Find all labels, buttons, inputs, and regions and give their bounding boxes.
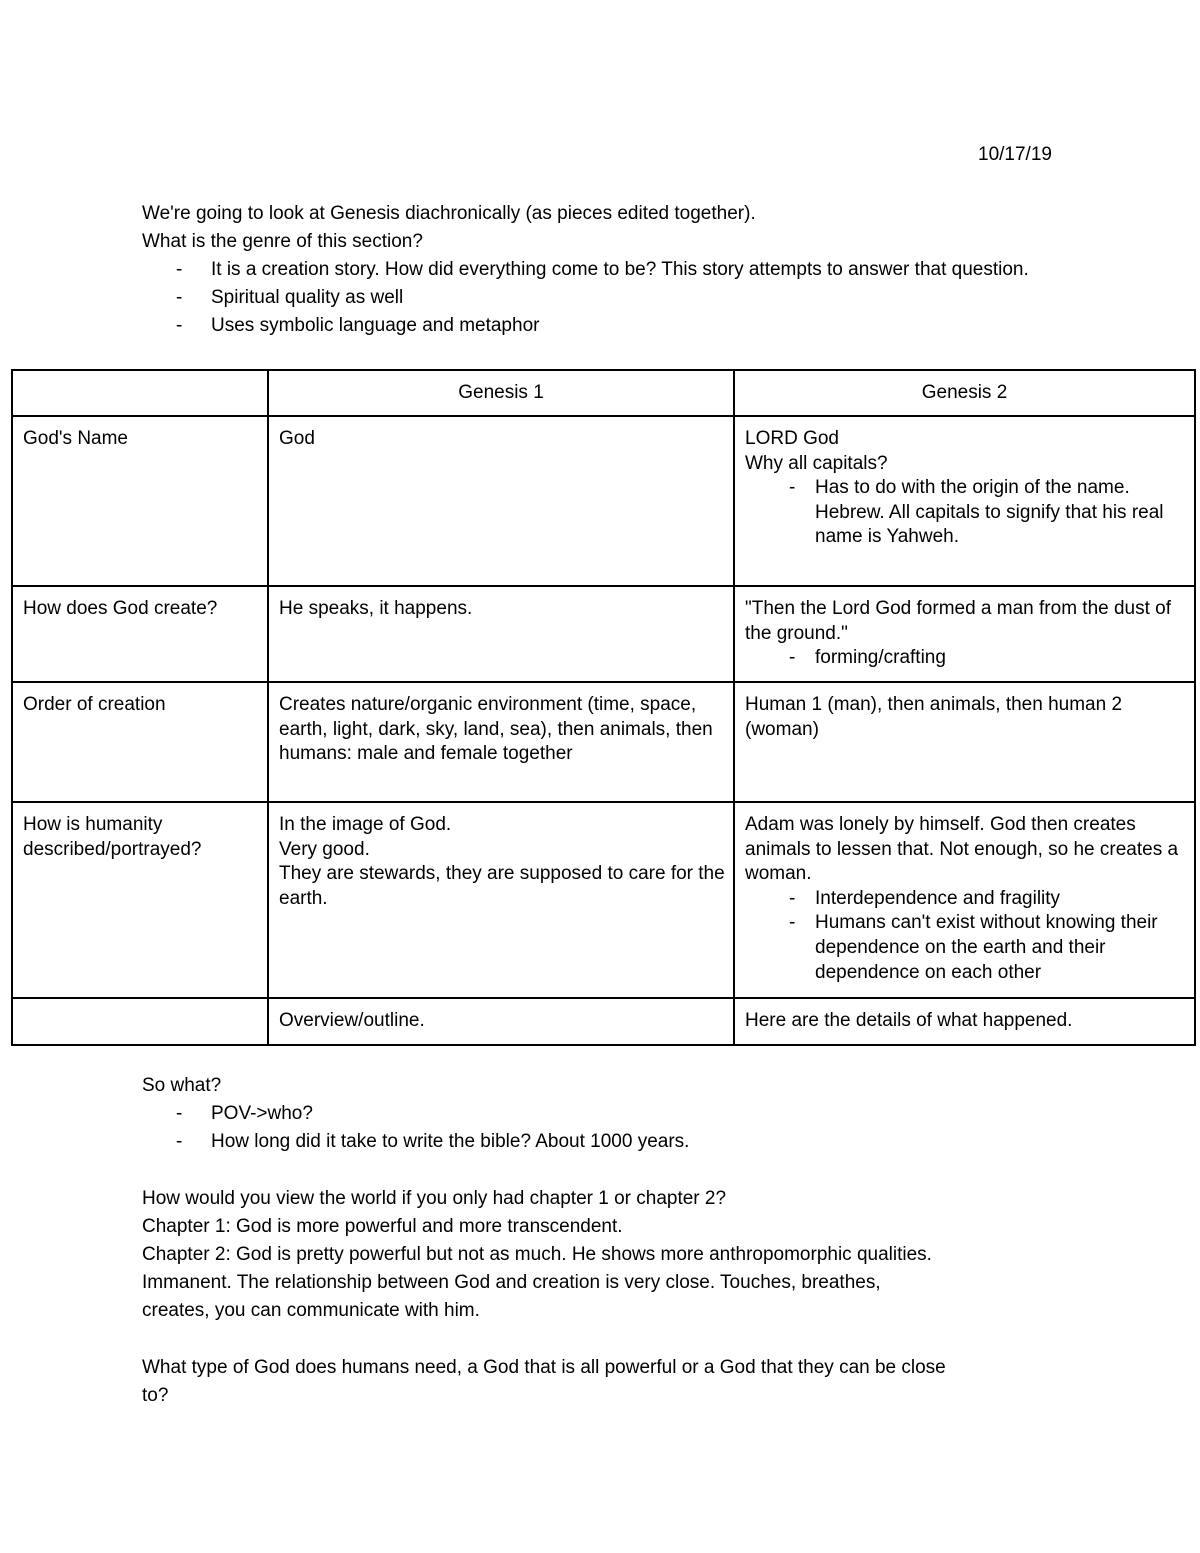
bullet-item: - Spiritual quality as well: [142, 284, 1071, 312]
genre-question: What is the genre of this section?: [142, 231, 423, 252]
cell-bullet: - forming/crafting: [745, 646, 1186, 671]
cell-text: In the image of God.: [279, 814, 452, 835]
discussion-section: [142, 1072, 1102, 1410]
genesis1-cell: [268, 682, 734, 802]
table-row: [12, 682, 1195, 802]
bullet-item: - It is a creation story. How did everything come to be? This story attempts to answer that question.: [142, 256, 1071, 284]
genesis1-cell: [268, 998, 734, 1045]
cell-text: God: [279, 428, 315, 449]
table-row: [12, 998, 1195, 1045]
cell-text: He speaks, it happens.: [279, 598, 473, 619]
genesis2-cell: [734, 586, 1195, 682]
header-cell: Genesis 1: [268, 370, 734, 416]
cell-text: Creates nature/organic environment (time, space, earth, light, dark, sky, land, sea), then animals, then humans: male and female together: [279, 694, 713, 765]
row-label: Order of creation: [12, 682, 268, 802]
table-row: [12, 586, 1195, 682]
intro-line: We're going to look at Genesis diachronically (as pieces edited together).: [142, 203, 756, 224]
genesis1-cell: [268, 802, 734, 998]
chapter-1-note: Chapter 1: God is more powerful and more transcendent.: [142, 1216, 623, 1237]
cell-text: They are stewards, they are supposed to care for the earth.: [279, 863, 725, 909]
chapter-2-note: Immanent. The relationship between God and creation is very close. Touches, breathes,: [142, 1272, 881, 1293]
bullet-item: - How long did it take to write the bible? About 1000 years.: [142, 1128, 1071, 1156]
cell-text: Very good.: [279, 838, 370, 860]
date: 10/17/19: [978, 144, 1052, 165]
intro-section: [142, 200, 1102, 340]
bullet-item: - Uses symbolic language and metaphor: [142, 312, 1071, 340]
chapter-2-note: Chapter 2: God is pretty powerful but not as much. He shows more anthropomorphic qualities.: [142, 1244, 932, 1265]
genre-bullets: [142, 256, 1102, 340]
cell-text: Here are the details of what happened.: [745, 1010, 1073, 1031]
genesis2-cell: [734, 682, 1195, 802]
genesis2-cell: [734, 802, 1195, 998]
row-label: How does God create?: [12, 586, 268, 682]
cell-text: Overview/outline.: [279, 1010, 425, 1031]
comparison-table: [11, 369, 1196, 1046]
chapter-2-note: creates, you can communicate with him.: [142, 1300, 480, 1321]
row-label: How is humanity described/portrayed?: [12, 802, 268, 998]
genesis1-cell: [268, 586, 734, 682]
cell-bullet: - Interdependence and fragility: [745, 887, 1186, 912]
cell-text: LORD God: [745, 428, 839, 449]
table-row: [12, 416, 1195, 586]
chapter-question: How would you view the world if you only had chapter 1 or chapter 2?: [142, 1188, 727, 1209]
so-what-heading: So what?: [142, 1075, 222, 1096]
header-cell: Genesis 2: [734, 370, 1195, 416]
cell-bullet: - Humans can't exist without knowing their dependence on the earth and their dependence on each other: [745, 911, 1186, 985]
closing-question: What type of God does humans need, a God that is all powerful or a God that they can be close: [142, 1357, 946, 1378]
so-what-bullets: [142, 1100, 1102, 1156]
cell-text: Human 1 (man), then animals, then human 2 (woman): [745, 694, 1123, 740]
row-label: [12, 998, 268, 1045]
genesis1-cell: [268, 416, 734, 586]
genesis2-cell: [734, 416, 1195, 586]
cell-text: Adam was lonely by himself. God then creates animals to lessen that. Not enough, so he creates a woman.: [745, 814, 1179, 885]
genesis2-cell: [734, 998, 1195, 1045]
cell-text: Why all capitals?: [745, 452, 888, 474]
header-cell: [12, 370, 268, 416]
table-row: [12, 802, 1195, 998]
closing-question: to?: [142, 1385, 169, 1406]
cell-bullet: - Has to do with the origin of the name. Hebrew. All capitals to signify that his real name is Yahweh.: [745, 476, 1186, 550]
row-label: God's Name: [12, 416, 268, 586]
bullet-item: - POV->who?: [142, 1100, 1071, 1128]
cell-text: "Then the Lord God formed a man from the dust of the ground.": [745, 598, 1172, 644]
table-header-row: [12, 370, 1195, 416]
